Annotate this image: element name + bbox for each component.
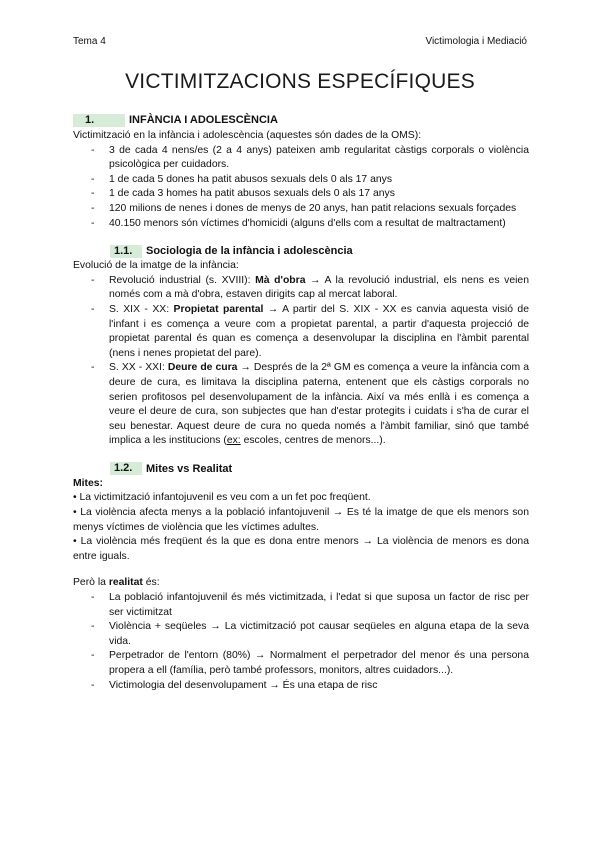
list-item: - Victimologia del desenvolupament → És una etapa de risc: [73, 679, 529, 694]
section-heading-1: [73, 112, 529, 129]
reality-prefix: Però la: [73, 577, 109, 589]
section-number: 1.2.: [110, 462, 142, 475]
list-item: - 1 de cada 5 dones ha patit abusos sexuals dels 0 als 17 anys: [73, 173, 529, 188]
list-item: [73, 274, 529, 303]
content: [73, 112, 529, 693]
myth-item: • La victimització infantojuvenil es veu com a un fet poc freqüent.: [73, 492, 371, 504]
item-text: → Després de la 2ª GM es comença a veure la infància com a deure de cura, es limitava la disciplina paterna, entenent que els càstigs corporals no serien profitosos pel desenvolupament de la infància. Així va més enllà i es comença a veure el deure de cura, son subjectes que han d'estar protegits i cuidats i s'ha de curar el seu benestar. Aquest deure de cura no queda només a l'àmbit familiar, sinó que també implica a les institucions (: [109, 362, 529, 447]
list-item: - 120 milions de nenes i dones de menys de 20 anys, han patit relacions sexuals forçades: [73, 202, 529, 217]
section-title: Sociologia de la infància i adolescència: [146, 244, 353, 257]
list-item: [73, 361, 529, 449]
item-underline: ex:: [226, 435, 241, 447]
list-item: [73, 303, 529, 361]
section-number: 1.1.: [110, 245, 142, 258]
item-text: → A partir del S. XIX - XX es canvia aquesta visió de l'infant i es comença a veure com a propietat parental, a partir d'aquesta projecció de propietat parental és quan es comença a desenvolupar la disciplina en l'àmbit parental (nens i nenes propietat del pare).: [109, 303, 529, 359]
reality-list: [73, 591, 529, 693]
section-number: 1.: [73, 114, 125, 127]
list-item: - 3 de cada 4 nens/es (2 a 4 anys) pateixen amb regularitat càstigs corporals o violència psicològica per cuidadors.: [73, 144, 529, 173]
item-keyword: Mà d'obra: [255, 274, 306, 286]
evolution-list: [73, 274, 529, 449]
item-keyword: Propietat parental: [173, 303, 264, 315]
myths-label: [73, 477, 529, 492]
item-tail: escoles, centres de menors...).: [240, 435, 386, 447]
section-heading-1-2: [110, 461, 529, 477]
reality-suffix: és:: [142, 577, 160, 589]
header-course: Victimologia i Mediació: [425, 36, 527, 47]
reality-keyword: realitat: [108, 577, 143, 589]
section-title: INFÀNCIA I ADOLESCÈNCIA: [129, 114, 278, 127]
list-item: - La població infantojuvenil és més victimitzada, i l'edat si que suposa un factor de risc per ser victimitzat: [73, 591, 529, 620]
reality-label: [73, 576, 529, 591]
page-title: VICTIMITZACIONS ESPECÍFIQUES: [125, 70, 475, 93]
list-item: - 1 de cada 3 homes ha patit abusos sexuals dels 0 als 17 anys: [73, 187, 529, 202]
section-intro: Victimització en la infància i adolescència (aquestes són dades de la OMS):: [73, 130, 422, 141]
item-prefix: Revolució industrial (s. XVIII):: [109, 274, 256, 286]
list-item: - Violència + seqüeles → La victimització pot causar seqüeles en alguna etapa de la seva vida.: [73, 620, 529, 649]
section-intro: Evolució de la imatge de la infància:: [73, 260, 239, 272]
myths-label-text: Mites:: [73, 477, 104, 489]
item-prefix: S. XIX - XX:: [109, 303, 174, 315]
list-item: - Perpetrador de l'entorn (80%) → Normalment el perpetrador del menor és una persona propera a ell (família, però també professors, monitors, altres cuidadors...).: [73, 649, 529, 678]
section-title: Mites vs Realitat: [146, 462, 233, 475]
item-keyword: Deure de cura: [167, 362, 238, 374]
myth-item: • La violència afecta menys a la població infantojuvenil → Es té la imatge de que els menors son menys víctimes de violència que les víctimes adultes.: [73, 507, 529, 533]
item-prefix: S. XX - XXI:: [109, 362, 168, 374]
list-item: - 40.150 menors són víctimes d'homicidi (alguns d'ells com a resultat de maltractament): [73, 217, 529, 232]
item-text: → A la revolució industrial, els nens es veien només com a mà d'obra, estaven dirigits cap al mercat laboral.: [109, 274, 529, 301]
section-heading-1-1: [110, 243, 529, 259]
header-topic: Tema 4: [73, 36, 106, 47]
stats-list: [73, 144, 529, 232]
myth-item: • La violència més freqüent és la que es dona entre menors → La violència de menors es dona entre iguals.: [73, 536, 529, 562]
